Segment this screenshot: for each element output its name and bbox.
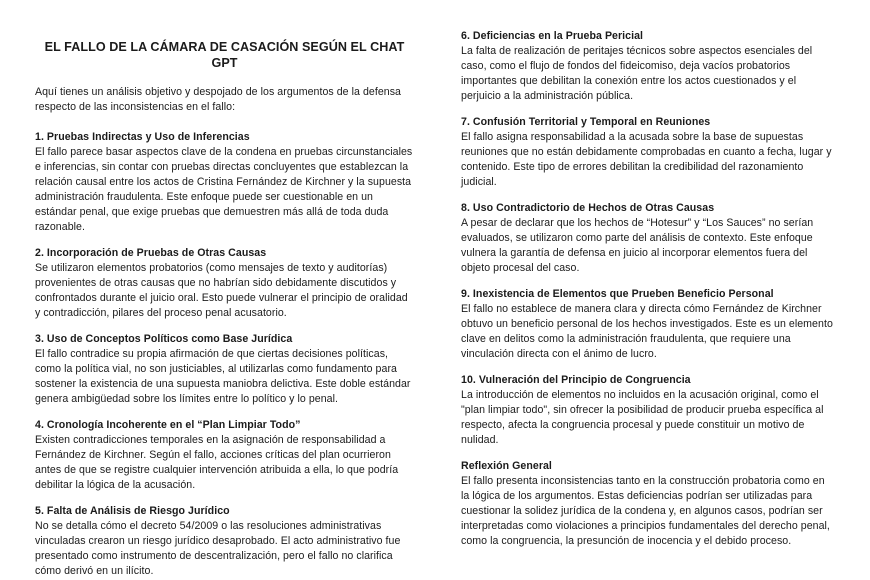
- section-5-body: No se detalla cómo el decreto 54/2009 o las resoluciones administrativas vinculadas crearon un riesgo jurídico desaprobado. El acto administrativo fue presentado como instrumento de descentralización, pero el fallo no clarifica cómo derivó en un ilícito.: [35, 520, 401, 577]
- section-8-heading: 8. Uso Contradictorio de Hechos de Otras Causas: [461, 202, 715, 214]
- section-7-heading: 7. Confusión Territorial y Temporal en Reuniones: [461, 116, 711, 128]
- section-10-heading: 10. Vulneración del Principio de Congruencia: [461, 374, 691, 386]
- section-2: [35, 246, 414, 321]
- left-column: [35, 25, 414, 580]
- section-reflexion-general: [461, 459, 833, 549]
- section-9-body: El fallo no establece de manera clara y directa cómo Fernández de Kirchner obtuvo un beneficio personal de los hechos investigados. Este es un elemento clave en delitos como la administración fraudulenta, que requiere una vinculación directa con el ánimo de lucro.: [461, 303, 833, 360]
- section-3-heading: 3. Uso de Conceptos Políticos como Base Jurídica: [35, 333, 293, 345]
- section-10-body: La introducción de elementos no incluidos en la acusación original, como el "plan limpiar todo", sin ofrecer la posibilidad de producir prueba específica al respecto, afecta la congruencia procesal y puede constituir un motivo de nulidad.: [461, 389, 824, 446]
- section-8-body: A pesar de declarar que los hechos de “Hotesur” y “Los Sauces” no serían evaluados, se utilizaron como parte del análisis de contexto. Este enfoque vulnera la garantía de defensa en juicio al incorporar elementos fuera del objeto procesal del caso.: [461, 217, 814, 274]
- section-5: [35, 504, 414, 579]
- section-9: [461, 287, 833, 362]
- section-7-body: El fallo asigna responsabilidad a la acusada sobre la base de supuestas reuniones que no están debidamente comprobadas en cuanto a fecha, lugar y contenido. Este tipo de errores debilitan la credibilidad del razonamiento judicial.: [461, 131, 832, 188]
- section-1: [35, 130, 414, 235]
- section-1-body: El fallo parece basar aspectos clave de la condena en pruebas circunstanciales e inferencias, sin contar con pruebas directas concluyentes que establezcan la relación causal entre los actos de Cristina Fernández de Kirchner y la supuesta administración fraudulenta. Este enfoque puede ser cuestionable en un estándar penal, que exige pruebas que demuestren más allá de toda duda razonable.: [35, 146, 413, 233]
- section-4: [35, 418, 414, 493]
- section-2-body: Se utilizaron elementos probatorios (como mensajes de texto y auditorías) provenientes de otras causas que no habrían sido debidamente discutidos y confrontados durante el juicio oral. Esto puede vulnerar el principio de oralidad y contradicción, pilares del proceso penal acusatorio.: [35, 262, 408, 319]
- section-2-heading: 2. Incorporación de Pruebas de Otras Causas: [35, 247, 267, 259]
- section-3-body: El fallo contradice su propia afirmación de que ciertas decisiones políticas, como la política vial, no son justiciables, al utilizarlas como fundamento para sostener la existencia de una supuesta maniobra delictiva. Este doble estándar genera ambigüedad sobre los límites entre lo político y lo penal.: [35, 348, 411, 405]
- section-5-heading: 5. Falta de Análisis de Riesgo Jurídico: [35, 505, 230, 517]
- section-reflexion-heading: Reflexión General: [461, 460, 552, 472]
- intro-paragraph: Aquí tienes un análisis objetivo y despojado de los argumentos de la defensa respecto de las inconsistencias en el fallo:: [35, 86, 401, 113]
- section-4-heading: 4. Cronología Incoherente en el “Plan Limpiar Todo”: [35, 419, 301, 431]
- section-6: [461, 29, 833, 104]
- section-reflexion-body: El fallo presenta inconsistencias tanto en la construcción probatoria como en la lógica de los argumentos. Estas deficiencias podrían ser utilizadas para cuestionar la solidez jurídica de la condena y, en algunos casos, podrían ser interpretadas como violaciones a principios fundamentales del derecho penal, como la congruencia, la presunción de inocencia y el debido proceso.: [461, 475, 830, 547]
- section-8: [461, 201, 833, 276]
- section-3: [35, 332, 414, 407]
- section-4-body: Existen contradicciones temporales en la asignación de responsabilidad a Fernández de Kirchner. Según el fallo, acciones críticas del plan ocurrieron antes de que se registre cualquier intervención atribuida a ella, lo que podría debilitar la lógica de la acusación.: [35, 434, 399, 491]
- section-7: [461, 115, 833, 190]
- section-6-body: La falta de realización de peritajes técnicos sobre aspectos esenciales del caso, como el flujo de fondos del fideicomiso, deja vacíos probatorios importantes que debilitan la conexión entre los actos cuestionados y el perjuicio a la administración pública.: [461, 45, 813, 102]
- section-6-heading: 6. Deficiencias en la Prueba Pericial: [461, 30, 644, 42]
- document-title: EL FALLO DE LA CÁMARA DE CASACIÓN SEGÚN EL CHAT GPT: [44, 40, 405, 70]
- right-column: [461, 29, 833, 560]
- section-9-heading: 9. Inexistencia de Elementos que Prueben Beneficio Personal: [461, 288, 774, 300]
- section-10: [461, 373, 833, 448]
- section-1-heading: 1. Pruebas Indirectas y Uso de Inferencias: [35, 131, 250, 143]
